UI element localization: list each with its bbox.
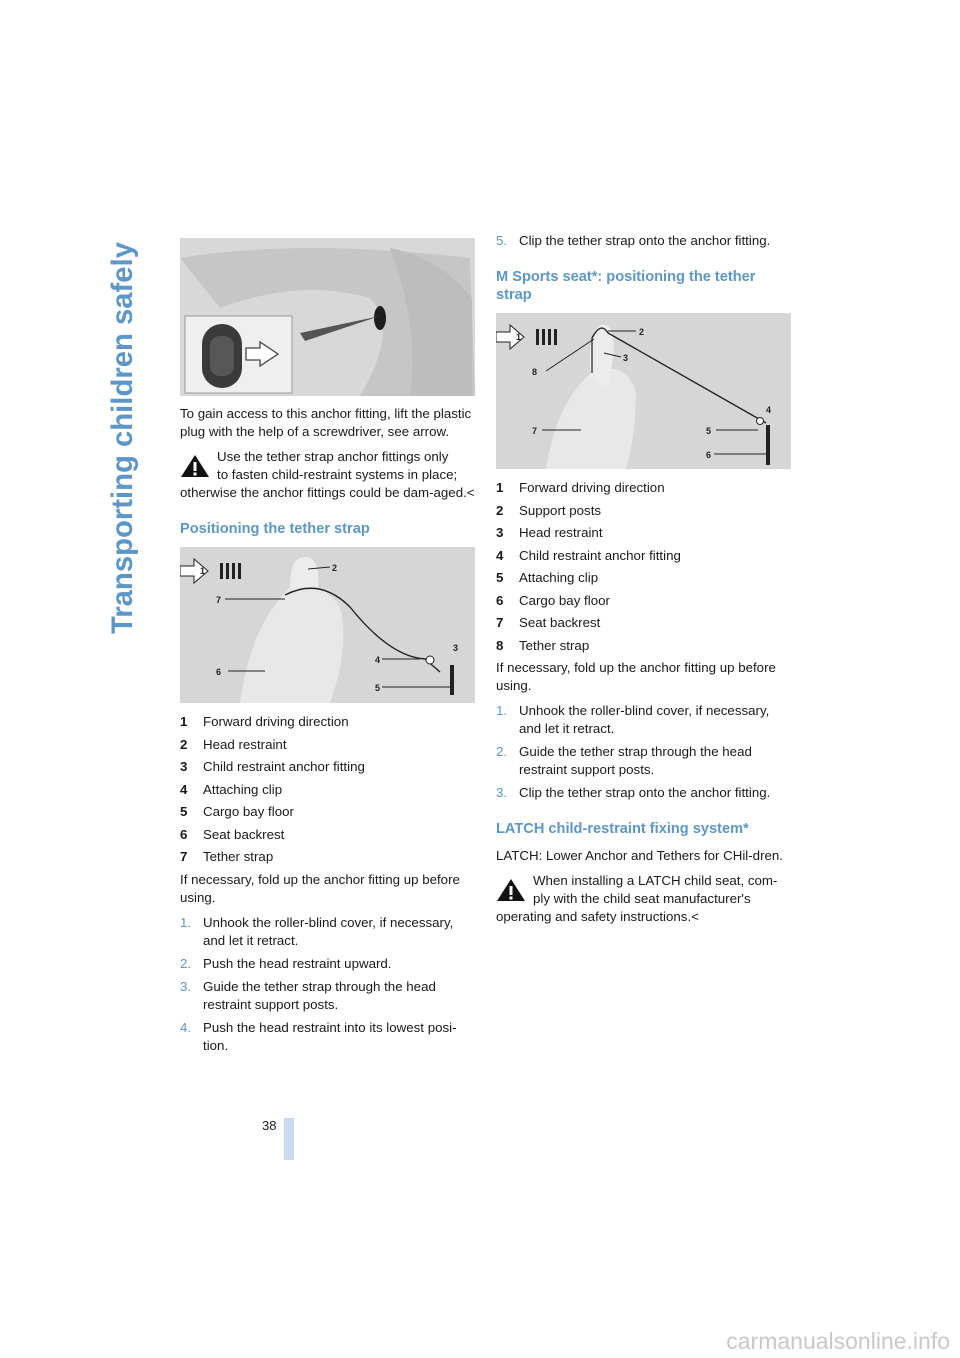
legend-item: 5 Cargo bay floor bbox=[180, 804, 294, 819]
warning-line-2: to fasten child-restraint systems in place; bbox=[217, 467, 458, 482]
heading-tether-strap: Positioning the tether strap bbox=[180, 521, 370, 537]
warning-note bbox=[180, 448, 475, 502]
warning-icon bbox=[180, 454, 210, 478]
page-number: 38 bbox=[262, 1118, 277, 1133]
legend-item: 4 Child restraint anchor fitting bbox=[496, 547, 681, 563]
label-6: 6 bbox=[216, 667, 222, 677]
legend-item: 8 Tether strap bbox=[496, 637, 590, 653]
heading-m-sports-seat: M Sports seat*: positioning the tether strap bbox=[496, 269, 756, 303]
end-mark: < bbox=[691, 909, 699, 924]
legend-item: 2 Head restraint bbox=[180, 736, 287, 752]
anchor-fitting-figure bbox=[180, 238, 475, 396]
steps-continued bbox=[496, 232, 791, 250]
legend-item: 3 Head restraint bbox=[496, 525, 603, 540]
warning-line-1: When installing a LATCH child seat, com- bbox=[533, 873, 778, 888]
step-item: 2. Push the head restraint upward. bbox=[180, 955, 392, 971]
section-title-text: Transporting children safely bbox=[106, 238, 139, 634]
warning-line-1: Use the tether strap anchor fittings only bbox=[217, 449, 449, 464]
legend-item: 1 Forward driving direction bbox=[496, 480, 665, 495]
legend-item: 7 Tether strap bbox=[180, 849, 274, 864]
footer-watermark: carmanualsonline.info bbox=[726, 1328, 950, 1354]
legend-item: 7 Seat backrest bbox=[496, 615, 601, 630]
label-4: 4 bbox=[375, 655, 381, 665]
legend-item: 6 Cargo bay floor bbox=[496, 592, 610, 608]
latch-paragraph: LATCH: Lower Anchor and Tethers for CHil-dren. bbox=[496, 848, 783, 863]
steps-list bbox=[496, 702, 791, 802]
step-item: 1. Unhook the roller-blind cover, if necessary, and let it retract. bbox=[180, 914, 454, 948]
m-sports-seat-figure bbox=[496, 313, 791, 469]
label-5: 5 bbox=[706, 426, 712, 436]
warning-rest: otherwise the anchor fittings could be dam-aged. bbox=[180, 485, 467, 500]
label-2: 2 bbox=[639, 327, 645, 337]
step-item: 3. Guide the tether strap through the head restraint support posts. bbox=[180, 978, 436, 1012]
section-title bbox=[86, 238, 146, 638]
label-3: 3 bbox=[623, 353, 629, 363]
label-1: 1 bbox=[516, 332, 522, 342]
latch-warning-note bbox=[496, 872, 791, 926]
label-5: 5 bbox=[375, 683, 381, 693]
step-item: 2. Guide the tether strap through the head restraint support posts. bbox=[496, 744, 752, 777]
legend-item: 6 Seat backrest bbox=[180, 826, 285, 842]
legend-list bbox=[180, 713, 475, 866]
step-item: 4. Push the head restraint into its lowest posi-tion. bbox=[180, 1019, 457, 1053]
label-6: 6 bbox=[706, 450, 712, 460]
step-item: 5. Clip the tether strap onto the anchor fitting. bbox=[496, 233, 771, 248]
legend-item: 5 Attaching clip bbox=[496, 570, 599, 585]
label-4: 4 bbox=[766, 405, 772, 415]
right-column bbox=[496, 232, 791, 934]
tether-strap-figure bbox=[180, 547, 475, 703]
warning-rest: operating and safety instructions. bbox=[496, 909, 692, 924]
label-8: 8 bbox=[532, 367, 538, 377]
legend-item: 2 Support posts bbox=[496, 502, 602, 518]
fold-paragraph: If necessary, fold up the anchor fitting up before using. bbox=[180, 871, 460, 905]
fold-paragraph: If necessary, fold up the anchor fitting up before using. bbox=[496, 660, 776, 693]
label-1: 1 bbox=[200, 566, 206, 576]
intro-paragraph: To gain access to this anchor fitting, lift the plastic plug with the help of a screwdriver, see arrow. bbox=[180, 406, 472, 439]
steps-list bbox=[180, 914, 475, 1055]
page-bar bbox=[284, 1118, 294, 1160]
legend-item: 4 Attaching clip bbox=[180, 781, 283, 797]
warning-icon bbox=[496, 878, 526, 902]
label-7: 7 bbox=[532, 426, 538, 436]
label-2: 2 bbox=[332, 563, 338, 573]
step-item: 1. Unhook the roller-blind cover, if necessary, and let it retract. bbox=[496, 703, 770, 736]
label-7: 7 bbox=[216, 595, 222, 605]
heading-latch: LATCH child-restraint fixing system* bbox=[496, 821, 749, 837]
label-3: 3 bbox=[453, 643, 459, 653]
legend-item: 3 Child restraint anchor fitting bbox=[180, 759, 365, 774]
warning-line-2: ply with the child seat manufacturer's bbox=[533, 891, 751, 906]
step-item: 3. Clip the tether strap onto the anchor fitting. bbox=[496, 785, 771, 800]
left-column bbox=[180, 238, 475, 1060]
legend-item: 1 Forward driving direction bbox=[180, 714, 349, 729]
end-mark: < bbox=[466, 485, 475, 500]
legend-list bbox=[496, 479, 791, 655]
